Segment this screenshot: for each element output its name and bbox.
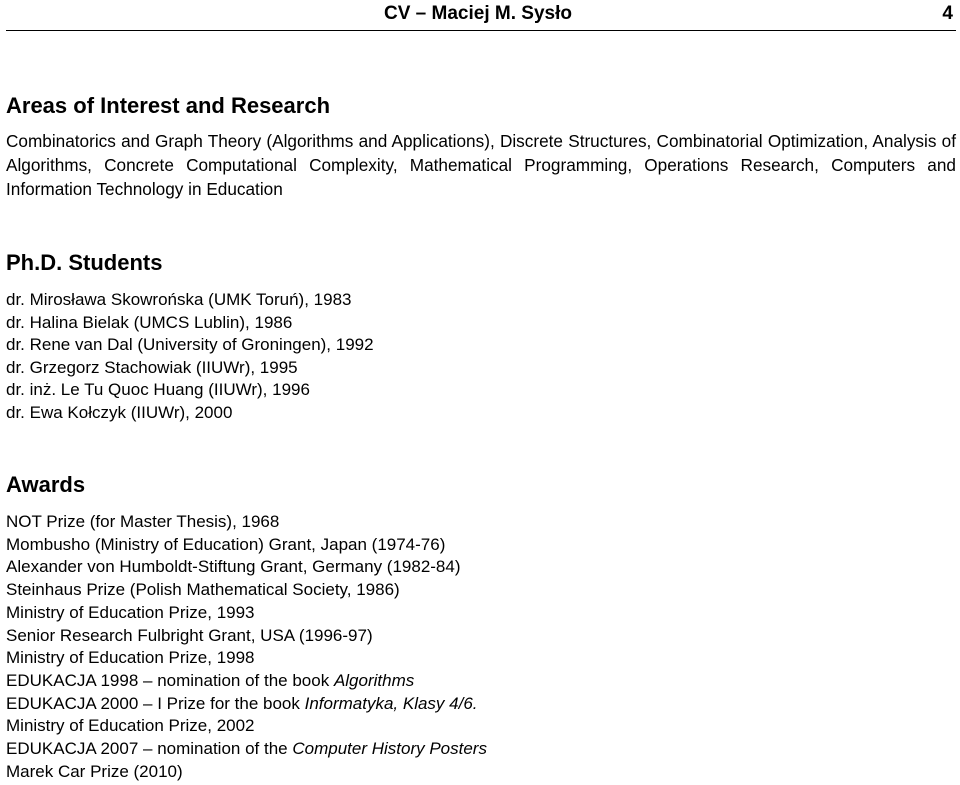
award-item <box>6 625 487 648</box>
areas-text: Combinatorics and Graph Theory (Algorithms and Applications), Discrete Structures, Combinatorial Optimization, Analysis of Algorithms, Concrete Computational Complexity, Mathematical Programming, Operations Research, Computers and Information Technology in Education <box>6 131 956 199</box>
student-item: dr. Halina Bielak (UMCS Lublin), 1986 <box>6 312 293 332</box>
award-item <box>6 761 487 784</box>
award-item <box>6 602 487 625</box>
award-text: EDUKACJA 2007 – nomination of the <box>6 739 293 759</box>
award-text: EDUKACJA 1998 – nomination of the book <box>6 670 334 690</box>
cv-page <box>6 0 956 781</box>
header-title: CV – Maciej M. Sysło <box>384 3 572 24</box>
awards-heading: Awards <box>6 472 86 497</box>
award-title-emphasis: Computer History Posters <box>292 739 487 759</box>
student-item: dr. Rene van Dal (University of Groningen), 1992 <box>6 335 374 354</box>
awards-list <box>6 511 487 783</box>
award-item <box>6 556 487 579</box>
award-text: Mombusho (Ministry of Education) Grant, Japan (1974-76) <box>6 534 446 554</box>
award-text: NOT Prize (for Master Thesis), 1968 <box>6 512 280 531</box>
award-text: Ministry of Education Prize, 1998 <box>6 648 255 668</box>
award-item <box>6 693 487 716</box>
award-text: EDUKACJA 2000 – I Prize for the book <box>6 693 305 713</box>
running-header <box>6 0 956 31</box>
student-item: dr. inż. Le Tu Quoc Huang (IIUWr), 1996 <box>6 380 310 399</box>
award-text: Ministry of Education Prize, 1993 <box>6 602 255 622</box>
award-item <box>6 670 487 693</box>
award-text: Senior Research Fulbright Grant, USA (1996-97) <box>6 625 373 645</box>
student-item: dr. Grzegorz Stachowiak (IIUWr), 1995 <box>6 357 298 377</box>
award-item <box>6 738 487 761</box>
award-item <box>6 647 487 670</box>
award-text: Alexander von Humboldt-Stiftung Grant, Germany (1982-84) <box>6 557 461 577</box>
award-title-emphasis: Algorithms <box>333 670 415 690</box>
award-title-emphasis: Informatyka, Klasy 4/6. <box>304 693 478 713</box>
award-text: Marek Car Prize (2010) <box>6 761 183 781</box>
award-text: Steinhaus Prize (Polish Mathematical Society, 1986) <box>6 580 400 600</box>
page-number: 4 <box>942 3 953 24</box>
award-text: Ministry of Education Prize, 2002 <box>6 716 255 736</box>
award-item <box>6 511 487 534</box>
students-heading: Ph.D. Students <box>6 250 163 275</box>
award-item <box>6 579 487 602</box>
student-item: dr. Mirosława Skowrońska (UMK Toruń), 1983 <box>6 290 352 309</box>
students-list <box>6 289 374 424</box>
areas-heading: Areas of Interest and Research <box>6 93 331 118</box>
student-item: dr. Ewa Kołczyk (IIUWr), 2000 <box>6 402 233 422</box>
award-item <box>6 534 487 557</box>
award-item <box>6 715 487 738</box>
